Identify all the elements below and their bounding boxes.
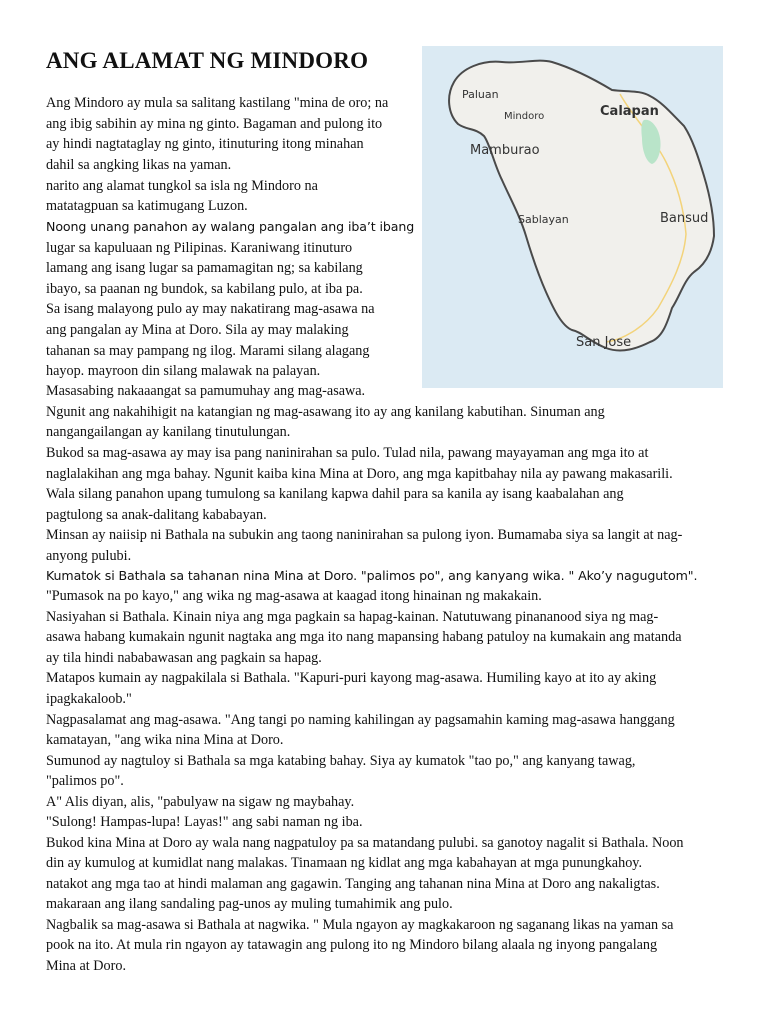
text-line: tahanan sa may pampang ng ilog. Marami silang alagang — [46, 343, 370, 359]
document-title: ANG ALAMAT NG MINDORO — [46, 48, 369, 73]
text-line: din ay kumulog at kumidlat nang malakas. Tinamaan ng kidlat ang mga kabahayan at mga punungkahoy. — [46, 855, 643, 871]
text-line: dahil sa angking likas na yaman. — [46, 157, 232, 173]
text-line: kamatayan, "ang wika nina Mina at Doro. — [46, 732, 284, 748]
text-line: Nagbalik sa mag-asawa si Bathala at nagwika. " Mula ngayon ay magkakaroon ng saganang likas na yaman sa — [46, 917, 674, 933]
text-line: lugar sa kapuluaan ng Pilipinas. Karaniwang itinuturo — [46, 240, 353, 256]
text-line: naglalakihan ang mga bahay. Ngunit kaiba kina Mina at Doro, ang mga kapitbahay nila ay pawang makasarili. — [46, 466, 673, 482]
text-line: ibayo, sa paanan ng bundok, sa kabilang pulo, at iba pa. — [46, 281, 363, 297]
label-paluan: Paluan — [462, 88, 499, 101]
text-line: Sa isang malayong pulo ay may nakatirang mag-asawa na — [46, 301, 375, 317]
label-mindoro: Mindoro — [504, 111, 545, 122]
text-line: ang pangalan ay Mina at Doro. Sila ay may malaking — [46, 322, 349, 338]
text-line: ang ibig sabihin ay mina ng ginto. Bagaman and pulong ito — [46, 116, 383, 132]
text-line: hayop. mayroon din silang malawak na palayan. — [46, 363, 321, 379]
text-line: natakot ang mga tao at hindi malaman ang gagawin. Tanging ang tahanan nina Mina at Doro ang nakaligtas. — [46, 876, 660, 892]
text-line: A" Alis diyan, alis, "pabulyaw na sigaw ng maybahay. — [46, 794, 355, 810]
text-line: matatagpuan sa katimugang Luzon. — [46, 198, 248, 214]
text-line: Bukod kina Mina at Doro ay wala nang nagpatuloy pa sa matandang pulubi. sa ganotoy nagalit si Bathala. Noon — [46, 835, 684, 851]
text-line: Matapos kumain ay nagpakilala si Bathala. "Kapuri-puri kayong mag-asawa. Humiling kayo at ito ay aking — [46, 670, 657, 686]
text-line: ipagkakaloob." — [46, 691, 132, 707]
text-line: Mina at Doro. — [46, 958, 126, 974]
text-line: pagtulong sa anak-dalitang kababayan. — [46, 507, 267, 523]
mindoro-map — [422, 46, 723, 388]
map-graphic — [422, 46, 723, 388]
label-mamburao: Mamburao — [470, 143, 540, 158]
text-line: Bukod sa mag-asawa ay may isa pang naninirahan sa pulo. Tulad nila, pawang mayayaman ang mga ito at — [46, 445, 649, 461]
label-san-jose: San Jose — [576, 335, 632, 350]
text-line: Ang Mindoro ay mula sa salitang kastilang "mina de oro; na — [46, 95, 389, 111]
text-line: "Sulong! Hampas-lupa! Layas!" ang sabi naman ng iba. — [46, 814, 363, 830]
text-line: ay hindi nagtataglay ng ginto, itinuturing itong minahan — [46, 136, 364, 152]
text-line: narito ang alamat tungkol sa isla ng Mindoro na — [46, 178, 318, 194]
text-line: Minsan ay naiisip ni Bathala na subukin ang taong naninirahan sa pulong iyon. Bumamaba siya sa langit at nag- — [46, 527, 683, 543]
text-line: pook na ito. At mula rin ngayon ay tatawagin ang pulong ito ng Mindoro bilang alaala ng inyong pangalang — [46, 937, 658, 953]
text-line: Nagpasalamat ang mag-asawa. "Ang tangi po naming kahilingan ay pagsamahin kaming mag-asawa hanggang — [46, 712, 675, 728]
text-line: ay tila hindi nababawasan ang pagkain sa hapag. — [46, 650, 322, 666]
text-line: "Pumasok na po kayo," ang wika ng mag-asawa at kaagad itong hinainan ng makakain. — [46, 588, 542, 604]
text-line: makaraan ang ilang sandaling pag-unos ay muling tumahimik ang pulo. — [46, 896, 453, 912]
text-line: Noong unang panahon ay walang pangalan ang iba’t ibang — [46, 219, 415, 234]
text-line: anyong pulubi. — [46, 548, 132, 564]
label-calapan: Calapan — [600, 104, 659, 119]
text-line: Wala silang panahon upang tumulong sa kanilang kapwa dahil para sa kanila ay isang kaabalahan ang — [46, 486, 624, 502]
text-line: nangangailangan ay kanilang tinutulungan. — [46, 424, 291, 440]
text-line: Kumatok si Bathala sa tahanan nina Mina at Doro. "palimos po", ang kanyang wika. " Ako’y nagugutom". — [46, 568, 698, 583]
text-line: Masasabing nakaaangat sa pamumuhay ang mag-asawa. — [46, 383, 366, 399]
text-line: Nasiyahan si Bathala. Kinain niya ang mga pagkain sa hapag-kainan. Natutuwang pinananood siya ng mag- — [46, 609, 659, 625]
text-line: lamang ang isang lugar sa pamamagitan ng; sa kabilang — [46, 260, 363, 276]
text-line: "palimos po". — [46, 773, 124, 789]
label-bansud: Bansud — [660, 211, 709, 226]
text-line: asawa habang kumakain ngunit nagtaka ang mga ito nang mapansing habang patuloy na kumakain ang matanda — [46, 629, 682, 645]
text-line: Sumunod ay nagtuloy si Bathala sa mga katabing bahay. Siya ay kumatok "tao po," ang kanyang tawag, — [46, 753, 636, 769]
text-line: Ngunit ang nakahihigit na katangian ng mag-asawang ito ay ang kanilang kabutihan. Sinuman ang — [46, 404, 605, 420]
label-sablayan: Sablayan — [518, 213, 569, 226]
